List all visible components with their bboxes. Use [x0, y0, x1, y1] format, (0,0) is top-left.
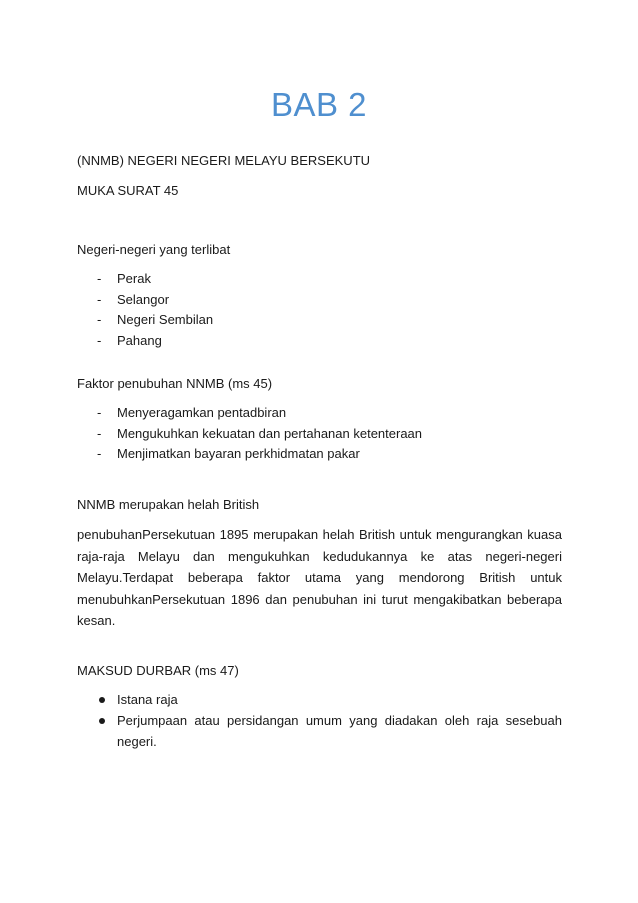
- list-item: [77, 445, 422, 466]
- durbar-list: [77, 689, 562, 752]
- dash-marker: -: [97, 312, 102, 327]
- states-label: Negeri-negeri yang terlibat: [77, 242, 231, 257]
- heading-line: (NNMB) NEGERI NEGERI MELAYU BERSEKUTU: [77, 153, 371, 168]
- list-item: [77, 291, 213, 312]
- state-name: Pahang: [117, 332, 162, 348]
- dash-marker: -: [97, 446, 102, 461]
- durbar-label: MAKSUD DURBAR (ms 47): [77, 663, 239, 678]
- states-list: [77, 270, 213, 352]
- factors-list: [77, 404, 422, 466]
- factor-text: Mengukuhkan kekuatan dan pertahanan ketenteraan: [117, 425, 423, 441]
- chapter-title: BAB 2: [270, 86, 368, 123]
- bullet-marker: [99, 718, 105, 724]
- state-name: Negeri Sembilan: [117, 312, 214, 327]
- dash-marker: -: [97, 405, 102, 420]
- durbar-item-text: Istana raja: [117, 692, 178, 707]
- factors-label: Faktor penubuhan NNMB (ms 45): [77, 376, 273, 391]
- state-name: Perak: [117, 271, 151, 286]
- dash-marker: -: [97, 271, 102, 286]
- list-item: [77, 689, 562, 710]
- list-item: [77, 710, 562, 752]
- ruse-label: NNMB merupakan helah British: [77, 497, 260, 512]
- factor-text: Menyeragamkan pentadbiran: [117, 405, 287, 420]
- state-name: Selangor: [117, 291, 170, 307]
- dash-marker: -: [97, 425, 102, 441]
- dash-marker: -: [97, 332, 102, 348]
- bullet-marker: [99, 697, 105, 703]
- list-item: [77, 404, 422, 425]
- list-item: [77, 270, 213, 291]
- list-item: [77, 425, 422, 446]
- factor-text: Menjimatkan bayaran perkhidmatan pakar: [117, 446, 360, 461]
- dash-marker: -: [97, 291, 102, 307]
- list-item: [77, 332, 213, 353]
- ruse-paragraph: penubuhanPersekutuan 1895 merupakan helah British untuk mengurangkan kuasa raja-raja Melayu dan mengukuhkan kedudukannya ke atas negeri-negeri Melayu.Terdapat beberapa faktor utama yang mendorong British untuk menubuhkanPersekutuan 1896 dan penubuhan ini turut mengakibatkan beberapa kesan.: [77, 527, 562, 628]
- list-item: [77, 311, 213, 332]
- durbar-item-text: Perjumpaan atau persidangan umum yang diadakan oleh raja sesebuah negeri.: [117, 713, 562, 749]
- page-reference: MUKA SURAT 45: [77, 183, 179, 198]
